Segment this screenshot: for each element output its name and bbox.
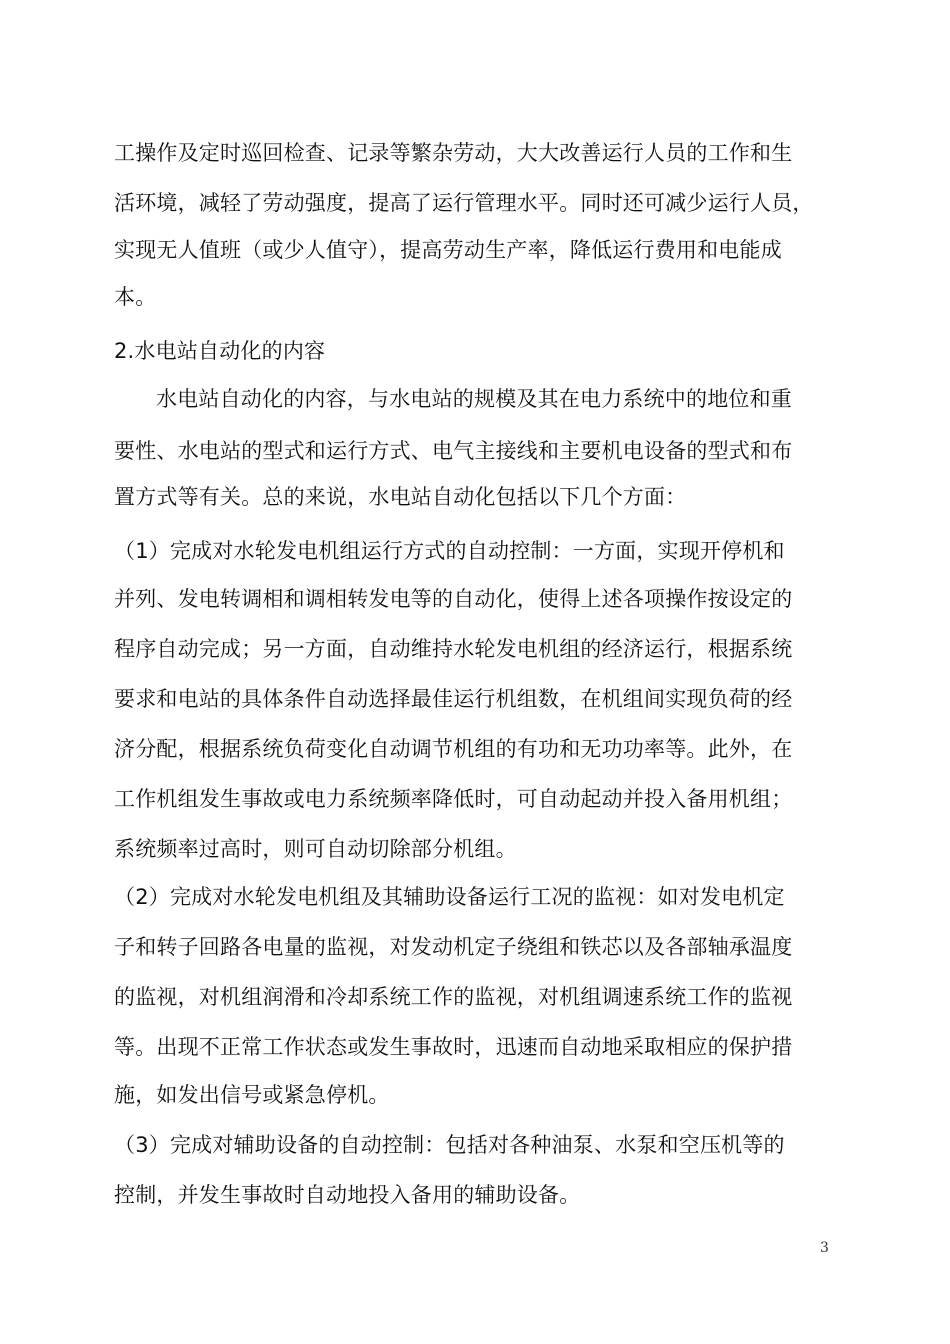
text-line: 济分配，根据系统负荷变化自动调节机组的有功和无功功率等。此外，在 (114, 737, 793, 761)
text-line: 等。出现不正常工作状态或发生事故时，迅速而自动地采取相应的保护措 (114, 1035, 793, 1059)
text-line: 系统频率过高时，则可自动切除部分机组。 (114, 837, 517, 861)
text-line: 水电站自动化的内容，与水电站的规模及其在电力系统中的地位和重 (156, 387, 792, 411)
text-line: 实现无人值班（或少人值守），提高劳动生产率，降低运行费用和电能成 (114, 238, 782, 262)
text-line: 子和转子回路各电量的监视，对发动机定子绕组和铁芯以及各部轴承温度 (114, 935, 793, 959)
text-line: 要性、水电站的型式和运行方式、电气主接线和主要机电设备的型式和布 (114, 439, 793, 463)
text-line: 并列、发电转调相和调相转发电等的自动化，使得上述各项操作按设定的 (114, 587, 793, 611)
text-line: 工操作及定时巡回检查、记录等繁杂劳动，大大改善运行人员的工作和生 (114, 141, 793, 165)
text-line: 置方式等有关。总的来说，水电站自动化包括以下几个方面： (114, 485, 687, 509)
text-line: 的监视，对机组润滑和冷却系统工作的监视，对机组调速系统工作的监视 (114, 985, 793, 1009)
text-line: 工作机组发生事故或电力系统频率降低时，可自动起动并投入备用机组； (114, 787, 793, 811)
text-line: 程序自动完成；另一方面，自动维持水轮发电机组的经济运行，根据系统 (114, 637, 793, 661)
text-line: （2）完成对水轮发电机组及其辅助设备运行工况的监视：如对发电机定 (114, 885, 785, 909)
text-line: 施，如发出信号或紧急停机。 (114, 1083, 390, 1107)
text-line: 控制，并发生事故时自动地投入备用的辅助设备。 (114, 1183, 581, 1207)
text-line: 活环境，减轻了劳动强度，提高了运行管理水平。同时还可减少运行人员， (114, 191, 814, 215)
text-line: 要求和电站的具体条件自动选择最佳运行机组数，在机组间实现负荷的经 (114, 687, 793, 711)
text-line: 本。 (114, 285, 157, 309)
text-line: （3）完成对辅助设备的自动控制：包括对各种油泵、水泵和空压机等的 (114, 1133, 785, 1157)
text-line: （1）完成对水轮发电机组运行方式的自动控制：一方面，实现开停机和 (114, 539, 785, 563)
page-number: 3 (820, 1240, 829, 1256)
section-heading: 2.水电站自动化的内容 (114, 339, 326, 363)
